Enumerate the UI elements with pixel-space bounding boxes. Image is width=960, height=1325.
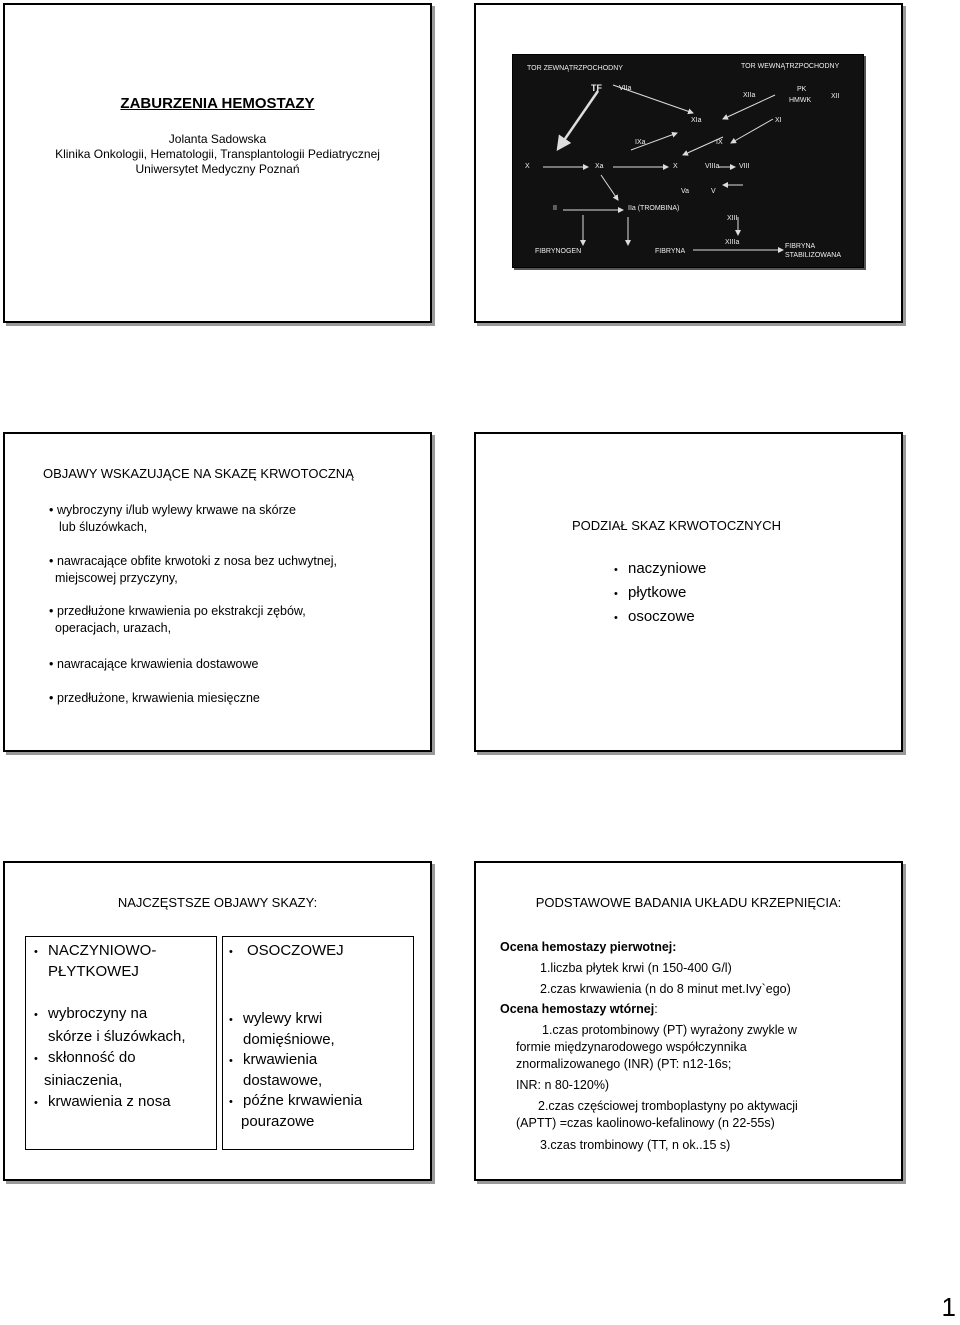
- primary-hemostasis-heading: Ocena hemostazy pierwotnej:: [500, 940, 677, 954]
- factor-xia: XIa: [691, 117, 702, 124]
- secondary-test-1: 1.czas protombinowy (PT) wyrażony zwykle w formie międzynarodowego współczynnika znormalizowanego (INR) (PT: n12-16s; INR: n 80-120%): [516, 1023, 797, 1092]
- slide-common-symptoms-title: NAJCZĘSTSZE OBJAWY SKAZY:: [117, 895, 318, 910]
- label-intrinsic-pathway: TOR WEWNĄTRZPOCHODNY: [741, 63, 840, 70]
- plasma-list: • wylewy krwi domięśniowe, • krwawienia dostawowe, • późne krwawienia pourazowe: [229, 1010, 363, 1130]
- symptom-item-5: • przedłużone, krwawienia miesięczne: [49, 691, 260, 705]
- factor-ixa: IXa: [635, 139, 646, 146]
- label-extrinsic-pathway: TOR ZEWNĄTRZPOCHODNY: [527, 65, 623, 72]
- symptom-item-4: • nawracające krwawienia dostawowe: [49, 657, 259, 671]
- label-stabilized-fibrin-1: FIBRYNA: [785, 243, 816, 250]
- slide-basic-tests-title: PODSTAWOWE BADANIA UKŁADU KRZEPNIĘCIA:: [535, 895, 842, 910]
- factor-xa: Xa: [595, 163, 604, 170]
- factor-xiia: XIIa: [743, 92, 756, 99]
- label-fibrin: FIBRYNA: [655, 248, 686, 255]
- slide-classification-title: PODZIAŁ SKAZ KRWOTOCZNYCH: [572, 518, 781, 533]
- cascade-arrows: [513, 55, 863, 267]
- factor-viii: VIII: [739, 163, 750, 170]
- box-vascular-platelet: [25, 936, 217, 1150]
- factor-hmwk: HMWK: [789, 97, 812, 104]
- factor-x-left: X: [525, 163, 530, 170]
- vascular-platelet-list: • wybroczyny na skórze i śluzówkach, • skłonność do siniaczenia, • krwawienia z nosa: [34, 1005, 186, 1110]
- box-plasma: [222, 936, 414, 1150]
- secondary-test-3: 3.czas trombinowy (TT, n ok..15 s): [540, 1138, 731, 1152]
- author-name: Jolanta Sadowska: [168, 132, 267, 146]
- slide-common-symptoms: [3, 861, 432, 1181]
- classification-item-vascular: • naczyniowe: [614, 560, 707, 577]
- slide-classification: [474, 432, 903, 752]
- secondary-test-2: 2.czas częściowej tromboplastyny po aktywacji (APTT) =czas kaolinowo-kefalinowy (n 22-55s): [516, 1099, 798, 1130]
- label-stabilized-fibrin-2: STABILIZOWANA: [785, 252, 842, 259]
- symptom-item-2: • nawracające obfite krwotoki z nosa bez uchwytnej, miejscowej przyczyny,: [49, 554, 338, 585]
- page-number: 1: [941, 1292, 956, 1322]
- coagulation-cascade-diagram: [512, 54, 864, 268]
- factor-xiiia: XIIIa: [725, 239, 740, 246]
- slide-basic-tests: [474, 861, 903, 1181]
- vascular-platelet-heading: • NACZYNIOWO- PŁYTKOWEJ: [34, 942, 157, 980]
- label-fibrinogen: FIBRYNOGEN: [535, 248, 582, 255]
- factor-iia-thrombin: IIa (TROMBINA): [628, 205, 680, 212]
- symptom-item-1: • wybroczyny i/lub wylewy krwawe na skórze lub śluzówkach,: [49, 503, 296, 534]
- classification-item-plasma: • osoczowe: [614, 608, 695, 625]
- slide-title-heading: ZABURZENIA HEMOSTAZY: [120, 95, 315, 112]
- factor-ix: IX: [716, 139, 723, 146]
- slide-symptoms-title: OBJAWY WSKAZUJĄCE NA SKAZĘ KRWOTOCZNĄ: [43, 466, 354, 481]
- slide-symptoms-indicating: [3, 432, 432, 752]
- factor-va: Va: [681, 188, 690, 195]
- secondary-hemostasis-heading: Ocena hemostazy wtórnej:: [500, 1002, 658, 1016]
- plasma-heading: • OSOCZOWEJ: [229, 942, 344, 959]
- factor-v: V: [711, 188, 716, 195]
- affiliation-clinic: Klinika Onkologii, Hematologii, Transplantologii Pediatrycznej: [55, 147, 380, 161]
- factor-viiia: VIIIa: [705, 163, 720, 170]
- factor-xi: XI: [775, 117, 782, 124]
- factor-ii: II: [553, 205, 557, 212]
- factor-pk: PK: [797, 86, 807, 93]
- symptom-item-3: • przedłużone krwawienia po ekstrakcji zębów, operacjach, urazach,: [49, 604, 306, 635]
- factor-viia: VIIa: [619, 85, 632, 92]
- affiliation-university: Uniwersytet Medyczny Poznań: [135, 162, 300, 176]
- primary-test-1: 1.liczba płytek krwi (n 150-400 G/l): [540, 961, 732, 975]
- classification-item-platelet: • płytkowe: [614, 584, 687, 601]
- factor-tf: TF: [591, 83, 602, 93]
- factor-xii: XII: [831, 93, 840, 100]
- slide-title: [3, 3, 432, 323]
- factor-xiii: XIII: [727, 215, 738, 222]
- factor-x-mid: X: [673, 163, 678, 170]
- primary-test-2: 2.czas krwawienia (n do 8 minut met.Ivy`ego): [540, 982, 791, 996]
